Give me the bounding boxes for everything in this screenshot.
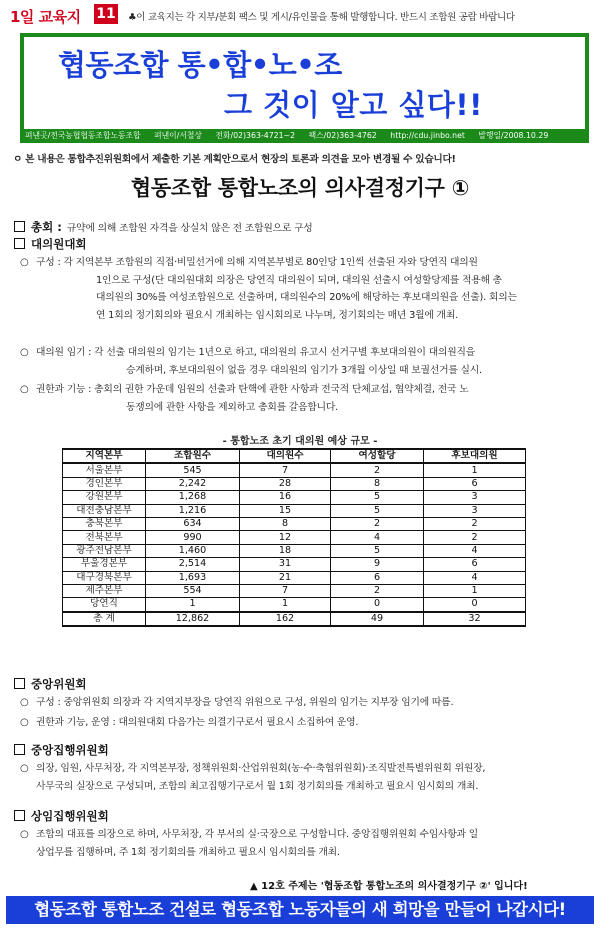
- table-cell: 2: [331, 517, 424, 530]
- checkbox-square-icon: [14, 238, 25, 249]
- table-cell: 5: [331, 491, 424, 504]
- next-issue-notice: ▲ 12호 주제는 '협동조합 통합노조의 의사결정기구 ②' 입니다!: [250, 881, 528, 892]
- table-row: [63, 531, 526, 544]
- circle-bullet-icon: ○: [20, 384, 29, 395]
- table-title: - 통합노조 초기 대의원 예상 규모 -: [222, 436, 378, 447]
- circle-bullet-icon: ○: [20, 347, 29, 358]
- text-line: 조합의 대표를 의장으로 하며, 사무처장, 각 부서의 실·국장으로 구성합니다. 중앙집행위원회 수임사항과 일: [36, 829, 479, 840]
- section-heading: 대의원대회: [31, 237, 87, 251]
- table-cell: 2,242: [146, 477, 240, 490]
- table-cell: 1,268: [146, 491, 240, 504]
- circle-bullet-icon: ○: [20, 763, 29, 774]
- table-cell: 2: [424, 531, 526, 544]
- column-header: 지역본부: [63, 449, 146, 463]
- table-cell: 12,862: [146, 612, 240, 626]
- table-cell: 18: [240, 544, 331, 557]
- slogan-bar: 협동조합 통합노조 건설로 협동조합 노동자들의 새 희망을 만들어 나갑시다!: [6, 896, 594, 924]
- table-cell: 1,460: [146, 544, 240, 557]
- table-cell: 1: [424, 463, 526, 477]
- table-cell: 990: [146, 531, 240, 544]
- text-line: 구성 : 중앙위원회 의장과 각 지역지부장을 당연직 위원으로 구성, 위원의 임기는 지부장 임기에 따름.: [36, 697, 454, 708]
- table-cell: 9: [331, 558, 424, 571]
- headline-banner: [20, 33, 589, 135]
- delegates-item-composition: [20, 254, 592, 324]
- section-heading: 중앙위원회: [31, 677, 87, 691]
- table-cell: 162: [240, 612, 331, 626]
- publisher-fax: 팩스/02)363-4762: [308, 131, 377, 140]
- table-cell: 15: [240, 504, 331, 517]
- table-cell: 1: [424, 584, 526, 597]
- text-line: 상업무를 집행하며, 주 1회 정기회의를 개최하고 필요시 임시회의를 개최.: [36, 846, 340, 858]
- table-cell: 0: [331, 598, 424, 612]
- top-bar: [8, 4, 592, 28]
- table-row: [63, 544, 526, 557]
- table-cell: 서울본부: [63, 463, 146, 477]
- publisher-editor: 펴낸이/서철상: [154, 131, 202, 140]
- table-cell: 32: [424, 612, 526, 626]
- section-text: 규약에 의해 조합원 자격을 상실치 않은 전 조합원으로 구성: [66, 223, 313, 234]
- checkbox-square-icon: [14, 678, 25, 689]
- circle-bullet-icon: ○: [20, 257, 29, 268]
- table-cell: 총 계: [63, 612, 146, 626]
- text-line: 동쟁의에 관한 사항을 제외하고 총회를 갈음합니다.: [126, 401, 339, 413]
- table-row: [63, 491, 526, 504]
- table-cell: 충북본부: [63, 517, 146, 530]
- table-cell: 1,216: [146, 504, 240, 517]
- central-committee-item: [20, 714, 592, 732]
- central-committee-item: [20, 694, 592, 712]
- table-row: [63, 571, 526, 584]
- table-cell: 8: [331, 477, 424, 490]
- table-cell: 광주전남본부: [63, 544, 146, 557]
- text-line: 권한과 기능, 운영 : 대의원대회 다음가는 의결기구로서 필요시 소집하여 운영.: [36, 717, 359, 728]
- publisher-phone: 전화/02)363-4721~2: [215, 131, 296, 140]
- table-cell: 5: [331, 504, 424, 517]
- text-line: 의장, 임원, 사무처장, 각 지역본부장, 정책위원회·산업위원회(농·수·축협위원회)·조직발전특별위원회 위원장,: [36, 763, 486, 774]
- table-cell: 21: [240, 571, 331, 584]
- table-cell: 1,693: [146, 571, 240, 584]
- table-cell: 28: [240, 477, 331, 490]
- table-cell: 545: [146, 463, 240, 477]
- text-line: 구성 : 각 지역본부 조합원의 직접·비밀선거에 의해 지역본부별로 80인당 1인씩 선출된 자와 당연직 대의원: [36, 257, 478, 268]
- table-cell: 1: [240, 598, 331, 612]
- delegates-item-authority: [20, 381, 592, 416]
- text-line: 승계하며, 후보대의원이 없을 경우 대의원의 임기가 3개월 이상일 때 보궐선거를 실시.: [126, 364, 482, 376]
- text-line: 대의원의 30%를 여성조합원으로 선출하며, 대의원수의 20%에 해당하는 후보대의원을 선출). 회의는: [96, 292, 517, 303]
- publish-date: 발행일/2008.10.29: [478, 131, 549, 140]
- table-total-row: [63, 612, 526, 626]
- text-line: 사무국의 실장으로 구성되며, 조합의 최고집행기구로서 월 1회 정기회의를 개최하고 필요시 임시회의 개최.: [36, 780, 479, 792]
- circle-bullet-icon: ○: [20, 697, 29, 708]
- column-header: 여성할당: [331, 449, 424, 463]
- table-cell: 554: [146, 584, 240, 597]
- table-cell: 3: [424, 504, 526, 517]
- table-row: [63, 463, 526, 477]
- table-cell: 31: [240, 558, 331, 571]
- delegate-table: [62, 448, 526, 627]
- issue-label: 1일 교육지: [10, 8, 81, 26]
- table-row: [63, 584, 526, 597]
- delegates-item-term: [20, 344, 592, 379]
- table-cell: 2: [331, 463, 424, 477]
- table-cell: 634: [146, 517, 240, 530]
- section-central-executive-heading: [14, 742, 109, 758]
- table-cell: 6: [331, 571, 424, 584]
- publisher-url[interactable]: http://cdu.jinbo.net: [390, 131, 465, 140]
- circle-bullet-icon: ○: [20, 829, 29, 840]
- text-line: 권한과 기능 : 총회의 권한 가운데 임원의 선출과 탄핵에 관한 사항과 전국적 단체교섭, 협약체결, 전국 노: [36, 384, 469, 395]
- section-general-assembly: [14, 216, 594, 238]
- central-executive-item: [20, 760, 592, 795]
- checkbox-square-icon: [14, 221, 25, 232]
- banner-line-1: 협동조합 통•합•노•조: [58, 48, 342, 82]
- section-delegates-heading: [14, 236, 87, 252]
- table-cell: 0: [424, 598, 526, 612]
- table-cell: 대구경북본부: [63, 571, 146, 584]
- text-line: 1인으로 구성(단 대의원대회 의장은 당연직 대의원이 되며, 대의원 선출시 여성할당제를 적용해 총: [96, 274, 502, 286]
- standing-executive-item: [20, 826, 592, 861]
- table-cell: 1: [146, 598, 240, 612]
- table-row: [63, 517, 526, 530]
- table-cell: 49: [331, 612, 424, 626]
- table-row: [63, 558, 526, 571]
- table-cell: 5: [331, 544, 424, 557]
- table-cell: 3: [424, 491, 526, 504]
- table-cell: 2: [424, 517, 526, 530]
- table-cell: 4: [331, 531, 424, 544]
- table-cell: 4: [424, 571, 526, 584]
- table-cell: 6: [424, 558, 526, 571]
- section-heading: 총회 :: [31, 220, 62, 234]
- text-line: 연 1회의 정기회의와 필요시 개최하는 임시회의로 나누며, 정기회의는 매년 3월에 개최.: [96, 309, 459, 321]
- circle-bullet-icon: ○: [20, 717, 29, 728]
- issue-number-badge: 11: [94, 4, 118, 24]
- table-cell: 2,514: [146, 558, 240, 571]
- table-cell: 2: [331, 584, 424, 597]
- text-line: 대의원 임기 : 각 선출 대의원의 임기는 1년으로 하고, 대의원의 유고시 선거구별 후보대의원이 대의원직을: [36, 347, 476, 358]
- section-heading: 상임집행위원회: [31, 809, 109, 823]
- intro-note: ㅇ 본 내용은 통합추진위원회에서 제출한 기본 계획안으로서 현장의 토론과 의견을 모아 변경될 수 있습니다!: [13, 154, 456, 165]
- table-row: [63, 477, 526, 490]
- publisher-bar: [20, 129, 589, 143]
- table-cell: 12: [240, 531, 331, 544]
- table-cell: 7: [240, 463, 331, 477]
- table-cell: 전북본부: [63, 531, 146, 544]
- column-header: 후보대의원: [424, 449, 526, 463]
- document-title: 협동조합 통합노조의 의사결정기구 ①: [130, 176, 470, 200]
- section-standing-executive-heading: [14, 808, 109, 824]
- table-cell: 제주본부: [63, 584, 146, 597]
- distribution-notice: ♣이 교육지는 각 지부/분회 팩스 및 게시/유인물을 통해 발행합니다. 반드시 조합원 공람 바랍니다: [128, 12, 515, 23]
- table-cell: 대전충남본부: [63, 504, 146, 517]
- table-cell: 부울경본부: [63, 558, 146, 571]
- checkbox-square-icon: [14, 810, 25, 821]
- publisher-org: 펴낸곳/전국농협협동조합노동조합: [25, 131, 141, 140]
- table-cell: 경인본부: [63, 477, 146, 490]
- checkbox-square-icon: [14, 744, 25, 755]
- section-heading: 중앙집행위원회: [31, 743, 109, 757]
- table-cell: 7: [240, 584, 331, 597]
- table-cell: 8: [240, 517, 331, 530]
- table-row: [63, 504, 526, 517]
- column-header: 대의원수: [240, 449, 331, 463]
- banner-line-2: 그 것이 알고 싶다!!: [224, 88, 483, 122]
- section-central-committee-heading: [14, 676, 87, 692]
- table-row: [63, 598, 526, 612]
- table-header-row: [63, 449, 526, 463]
- column-header: 조합원수: [146, 449, 240, 463]
- table-cell: 당연직: [63, 598, 146, 612]
- table-cell: 4: [424, 544, 526, 557]
- table-cell: 16: [240, 491, 331, 504]
- table-cell: 강원본부: [63, 491, 146, 504]
- table-cell: 6: [424, 477, 526, 490]
